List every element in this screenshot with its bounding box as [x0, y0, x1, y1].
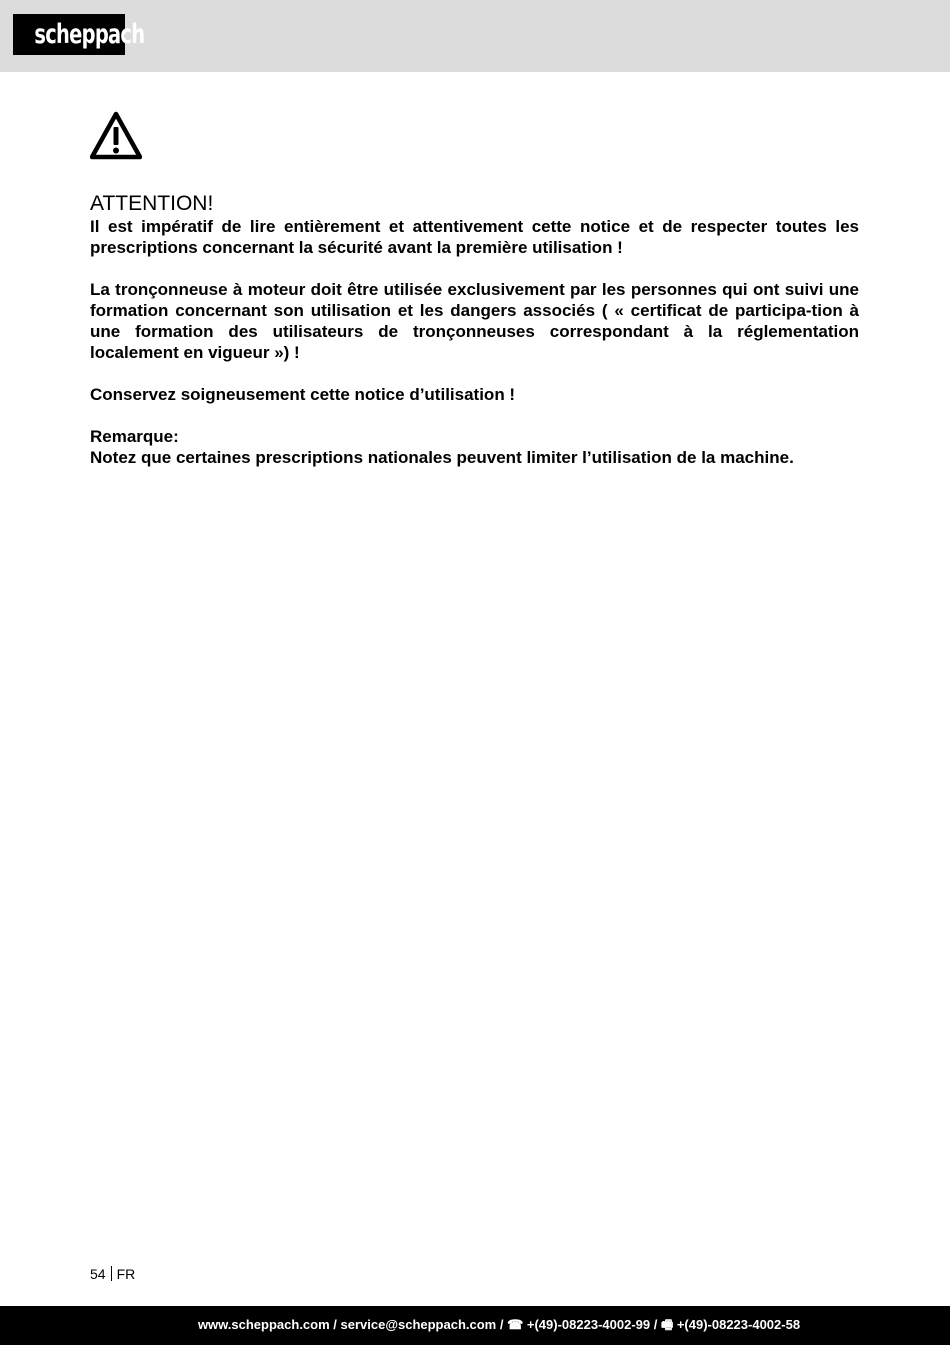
page-header [0, 0, 950, 72]
training-paragraph: La tronçonneuse à moteur doit être utilisée exclusivement par les personnes qui ont suivi une formation concernant son utilisation et les dangers associés ( « certificat de participa-tion à une formation des utilisateurs de tronçonneuses correspondant à la réglementation localement en vigueur ») ! [90, 280, 859, 362]
keep-manual-paragraph: Conservez soigneusement cette notice d’utilisation ! [90, 385, 516, 404]
remark-text: Notez que certaines prescriptions nationales peuvent limiter l’utilisation de la machine. [90, 448, 794, 467]
footer-contact: www.scheppach.com / service@scheppach.com / ☎ +(49)-08223-4002-99 / 🖷 +(49)-08223-4002-58 [197, 1317, 801, 1332]
page-number [90, 1265, 135, 1283]
scheppach-logo: scheppach [13, 14, 125, 55]
page-footer [0, 1306, 950, 1345]
remark-label: Remarque: [90, 427, 179, 446]
page-number-value: 54 [90, 1266, 106, 1282]
page-separator [111, 1266, 112, 1281]
page-language: FR [116, 1266, 136, 1282]
warning-triangle-icon [90, 111, 142, 161]
safety-notice [90, 192, 859, 468]
attention-heading: ATTENTION! [90, 192, 214, 215]
read-manual-paragraph: Il est impératif de lire entièrement et attentivement cette notice et de respecter toutes les prescriptions concernant la sécurité avant la première utilisation ! [90, 217, 859, 257]
